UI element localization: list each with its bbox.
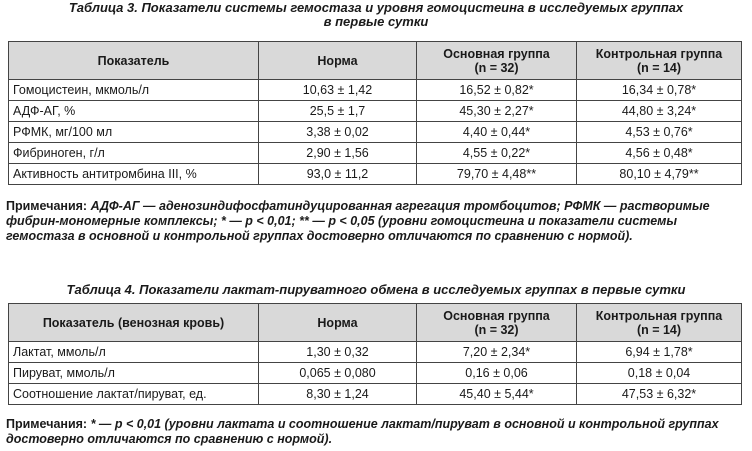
table-cell: 2,90 ± 1,56	[259, 143, 417, 164]
table-row	[9, 80, 742, 101]
table-cell: 47,53 ± 6,32*	[577, 384, 742, 405]
table-cell: РФМК, мг/100 мл	[9, 122, 259, 143]
table-cell: 4,56 ± 0,48*	[577, 143, 742, 164]
table-row	[9, 342, 742, 363]
table-cell: 93,0 ± 11,2	[259, 164, 417, 185]
table3-note-label: Примечания:	[6, 199, 88, 213]
table-cell: 1,30 ± 0,32	[259, 342, 417, 363]
table3-caption	[0, 1, 752, 29]
table-cell: 4,55 ± 0,22*	[417, 143, 577, 164]
table3-header-norm: Норма	[259, 42, 417, 80]
table-cell: 44,80 ± 3,24*	[577, 101, 742, 122]
table-cell: 0,18 ± 0,04	[577, 363, 742, 384]
table-cell: 7,20 ± 2,34*	[417, 342, 577, 363]
table4-note-text: * — p < 0,01 (уровни лактата и соотношение лактат/пируват в основной и контрольной группах достоверно отличаются по сравнению с нормой).	[6, 417, 719, 446]
table3-note-text: АДФ-АГ — аденозиндифосфатиндуцированная агрегация тромбоцитов; РФМК — растворимые фибрин-мономерные комплексы; * — p < 0,01; ** — p < 0,05 (уровни гомоцистеина и показатели системы гемостаза в основной и контрольной группах достоверно отличаются по сравнению с нормой).	[6, 199, 710, 243]
table-row	[9, 122, 742, 143]
table-cell: Фибриноген, г/л	[9, 143, 259, 164]
table-row	[9, 363, 742, 384]
table3-title-line1: Таблица 3. Показатели системы гемостаза и уровня гомоцистеина в исследуемых группах	[68, 0, 684, 15]
table3	[8, 41, 742, 185]
table4-caption	[0, 283, 752, 297]
table3-notes	[6, 199, 744, 244]
table4-header-indicator: Показатель (венозная кровь)	[9, 304, 259, 342]
table3-title-line2: в первые сутки	[323, 14, 429, 29]
table-cell: 80,10 ± 4,79**	[577, 164, 742, 185]
table4-header-norm: Норма	[259, 304, 417, 342]
table-row	[9, 101, 742, 122]
table-cell: 8,30 ± 1,24	[259, 384, 417, 405]
table-cell: 4,40 ± 0,44*	[417, 122, 577, 143]
table4-header-control-group: Контрольная группа (n = 14)	[577, 304, 742, 342]
table-cell: Лактат, ммоль/л	[9, 342, 259, 363]
table-cell: 3,38 ± 0,02	[259, 122, 417, 143]
table-cell: 0,16 ± 0,06	[417, 363, 577, 384]
table-cell: АДФ-АГ, %	[9, 101, 259, 122]
table-cell: 6,94 ± 1,78*	[577, 342, 742, 363]
table-cell: 10,63 ± 1,42	[259, 80, 417, 101]
table3-header-row	[9, 42, 742, 80]
table-cell: Гомоцистеин, мкмоль/л	[9, 80, 259, 101]
table-cell: 45,40 ± 5,44*	[417, 384, 577, 405]
table-row	[9, 164, 742, 185]
table-cell: 45,30 ± 2,27*	[417, 101, 577, 122]
table3-header-indicator: Показатель	[9, 42, 259, 80]
table-cell: 79,70 ± 4,48**	[417, 164, 577, 185]
table4-header-row	[9, 304, 742, 342]
table-row	[9, 384, 742, 405]
table-cell: 16,34 ± 0,78*	[577, 80, 742, 101]
table4	[8, 303, 742, 405]
table-row	[9, 143, 742, 164]
table-cell: 4,53 ± 0,76*	[577, 122, 742, 143]
table-cell: Активность антитромбина III, %	[9, 164, 259, 185]
table-cell: 0,065 ± 0,080	[259, 363, 417, 384]
table3-header-main-group: Основная группа (n = 32)	[417, 42, 577, 80]
table-cell: Соотношение лактат/пируват, ед.	[9, 384, 259, 405]
table4-note-label: Примечания:	[6, 417, 88, 431]
table4-notes	[6, 417, 744, 447]
table4-title: Таблица 4. Показатели лактат-пируватного обмена в исследуемых группах в первые сутки	[66, 282, 686, 297]
table3-header-control-group: Контрольная группа (n = 14)	[577, 42, 742, 80]
table-cell: 16,52 ± 0,82*	[417, 80, 577, 101]
table-cell: 25,5 ± 1,7	[259, 101, 417, 122]
table4-header-main-group: Основная группа (n = 32)	[417, 304, 577, 342]
table-cell: Пируват, ммоль/л	[9, 363, 259, 384]
